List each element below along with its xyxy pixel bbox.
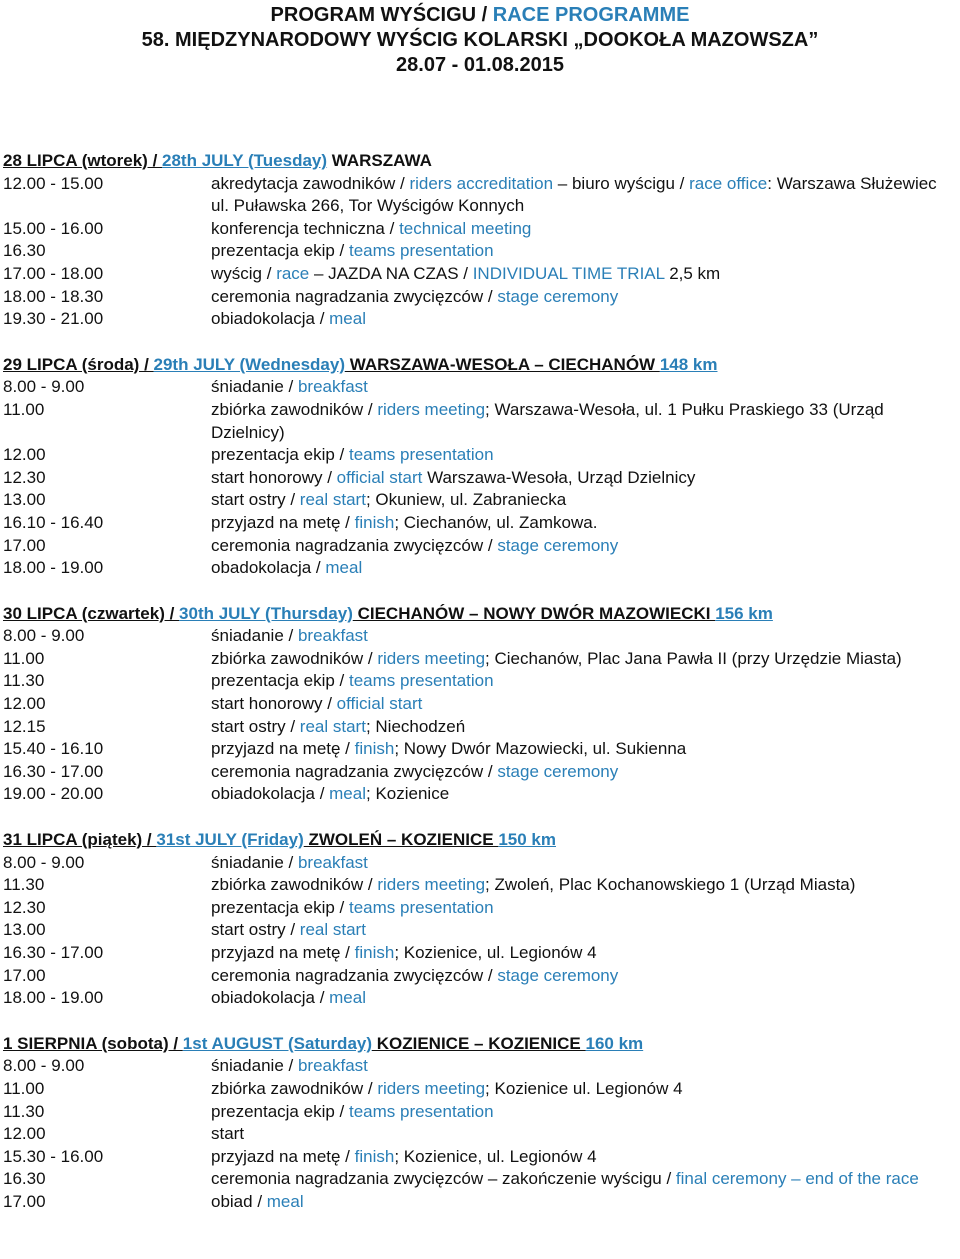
schedule-description — [211, 648, 960, 671]
day-heading-segment: 148 km — [659, 354, 718, 374]
polish-text: obiadokolacja / — [211, 988, 330, 1008]
schedule-time: 11.30 — [3, 875, 45, 895]
polish-text: śniadanie / — [211, 626, 298, 646]
schedule-time: 11.00 — [3, 399, 45, 419]
schedule-description — [211, 376, 960, 399]
schedule-row — [0, 1078, 960, 1101]
polish-text: ; Ciechanów, ul. Zamkowa. — [394, 512, 598, 532]
schedule-time: 17.00 — [3, 1191, 46, 1211]
day-heading-segment: ZWOLEŃ – KOZIENICE — [303, 830, 499, 850]
schedule-row — [0, 535, 960, 558]
day-heading — [0, 354, 960, 377]
header-title — [0, 3, 960, 28]
polish-text: wyścig / — [211, 263, 277, 283]
day-heading-segment: 28 LIPCA (wtorek) / — [3, 151, 163, 170]
polish-text: – JAZDA NA CZAS / — [309, 263, 473, 283]
schedule-row — [0, 557, 960, 580]
english-translation: riders meeting — [377, 875, 486, 895]
schedule-time: 18.00 - 19.00 — [3, 558, 104, 578]
polish-text: ceremonia nagradzania zwycięzców / — [211, 286, 498, 306]
schedule-time: 12.00 - 15.00 — [3, 173, 104, 193]
schedule-time: 17.00 — [3, 965, 46, 985]
polish-text: śniadanie / — [211, 852, 298, 872]
schedule-row — [0, 874, 960, 897]
schedule-row — [0, 1191, 960, 1214]
polish-text: ceremonia nagradzania zwycięzców / — [211, 965, 498, 985]
schedule-time: 8.00 - 9.00 — [3, 852, 85, 872]
schedule-row — [0, 693, 960, 716]
english-translation: teams presentation — [348, 445, 494, 465]
schedule-row — [0, 218, 960, 241]
schedule-description — [211, 852, 960, 875]
schedule-row — [0, 716, 960, 739]
schedule-time: 11.30 — [3, 671, 45, 691]
schedule-row — [0, 286, 960, 309]
english-translation: teams presentation — [348, 897, 494, 917]
schedule-time: 17.00 - 18.00 — [3, 263, 104, 283]
polish-text: ceremonia nagradzania zwycięzców / — [211, 761, 498, 781]
schedule-row — [0, 648, 960, 671]
schedule-time: 19.00 - 20.00 — [3, 784, 104, 804]
schedule-description — [211, 874, 960, 897]
schedule-time: 8.00 - 9.00 — [3, 1056, 85, 1076]
english-translation: finish — [354, 739, 395, 759]
polish-text: przyjazd na metę / — [211, 739, 355, 759]
schedule-time: 12.15 — [3, 716, 46, 736]
schedule-time: 15.40 - 16.10 — [3, 739, 104, 759]
schedule-row — [0, 897, 960, 920]
schedule-time: 16.30 - 17.00 — [3, 761, 104, 781]
schedule-description — [211, 942, 960, 965]
day-heading-segment: WARSZAWA-WESOŁA – CIECHANÓW — [345, 354, 660, 374]
english-translation: stage ceremony — [497, 965, 619, 985]
english-translation: stage ceremony — [497, 761, 619, 781]
english-translation: finish — [354, 512, 395, 532]
schedule-row — [0, 444, 960, 467]
english-translation: finish — [354, 1146, 395, 1166]
day-heading — [0, 603, 960, 626]
schedule-description — [211, 535, 960, 558]
schedule-row — [0, 1146, 960, 1169]
english-translation: teams presentation — [348, 1101, 494, 1121]
day-heading-segment: 1 SIERPNIA (sobota) / — [3, 1033, 183, 1053]
document-header — [0, 3, 960, 78]
schedule-time: 19.30 - 21.00 — [3, 309, 104, 329]
english-translation: race office — [689, 173, 768, 193]
polish-text: ; Kozienice — [366, 784, 450, 804]
schedule-row — [0, 512, 960, 535]
schedule-description — [211, 1146, 960, 1169]
schedule-time: 11.00 — [3, 648, 45, 668]
english-translation: riders meeting — [377, 399, 486, 419]
day-section — [0, 603, 960, 806]
schedule-time: 15.30 - 16.00 — [3, 1146, 104, 1166]
polish-text: start ostry / — [211, 920, 300, 940]
schedule-row — [0, 1055, 960, 1078]
schedule-time: 12.30 — [3, 897, 46, 917]
schedule-time: 12.00 — [3, 1124, 46, 1144]
day-heading-segment: 31st JULY (Friday) — [156, 830, 304, 850]
english-translation: real start — [299, 716, 366, 736]
schedule-row — [0, 919, 960, 942]
schedule-description — [211, 738, 960, 761]
polish-text: ceremonia nagradzania zwycięzców / — [211, 535, 498, 555]
schedule-time: 16.10 - 16.40 — [3, 512, 104, 532]
polish-text: prezentacja ekip / — [211, 897, 349, 917]
day-section — [0, 354, 960, 580]
day-heading-segment: 29th JULY (Wednesday) — [153, 354, 345, 374]
day-heading-segment: 150 km — [498, 830, 556, 850]
schedule-description — [211, 489, 960, 512]
english-translation: stage ceremony — [497, 535, 619, 555]
schedule-row — [0, 399, 960, 444]
day-heading-segment: CIECHANÓW – NOWY DWÓR MAZOWIECKI — [352, 603, 716, 623]
english-translation: official start — [336, 467, 423, 487]
polish-text: ; Kozienice, ul. Legionów 4 — [394, 1146, 597, 1166]
english-translation: breakfast — [297, 626, 368, 646]
english-translation: real start — [299, 490, 366, 510]
schedule-row — [0, 1101, 960, 1124]
schedule-description — [211, 1123, 960, 1146]
english-translation: breakfast — [297, 377, 368, 397]
polish-text: ; Ciechanów, Plac Jana Pawła II (przy Urzędzie Miasta) — [485, 648, 902, 668]
header-title-pl: PROGRAM WYŚCIGU / — [270, 4, 493, 26]
schedule-row — [0, 308, 960, 331]
polish-text: przyjazd na metę / — [211, 943, 355, 962]
schedule-description — [211, 1101, 960, 1124]
schedule-description — [211, 218, 960, 241]
day-heading-segment: WARSZAWA — [327, 151, 432, 170]
schedule-description — [211, 512, 960, 535]
day-heading-segment: 30th JULY (Thursday) — [179, 603, 353, 623]
english-translation: meal — [329, 988, 366, 1008]
schedule-description — [211, 1191, 960, 1214]
schedule-time: 12.30 — [3, 467, 46, 487]
polish-text: ; Kozienice, ul. Legionów 4 — [394, 943, 597, 962]
schedule-row — [0, 670, 960, 693]
day-heading-segment: 31 LIPCA (piątek) / — [3, 830, 157, 850]
polish-text: start — [211, 1124, 245, 1144]
schedule-row — [0, 467, 960, 490]
schedule-time: 15.00 - 16.00 — [3, 218, 104, 238]
polish-text: ; Niechodzeń — [365, 716, 466, 736]
english-translation: meal — [325, 558, 363, 578]
polish-text: przyjazd na metę / — [211, 1146, 355, 1166]
english-translation: riders accreditation — [409, 173, 554, 193]
schedule-time: 8.00 - 9.00 — [3, 626, 85, 646]
schedule-description — [211, 625, 960, 648]
english-translation: finish — [354, 943, 395, 962]
day-heading — [0, 150, 960, 173]
polish-text: konferencja techniczna / — [211, 218, 400, 238]
english-translation: race — [276, 263, 310, 283]
schedule-row — [0, 625, 960, 648]
schedule-description — [211, 173, 960, 218]
day-heading-segment: 1st AUGUST (Saturday) — [182, 1033, 373, 1053]
schedule-description — [211, 557, 960, 580]
polish-text: ; Zwoleń, Plac Kochanowskiego 1 (Urząd Miasta) — [485, 875, 856, 895]
schedule-time: 13.00 — [3, 920, 46, 940]
polish-text: start honorowy / — [211, 467, 337, 487]
schedule-time: 12.00 — [3, 445, 46, 465]
schedule-description — [211, 1055, 960, 1078]
english-translation: meal — [329, 784, 366, 804]
schedule-days — [0, 150, 960, 1237]
polish-text: ; Nowy Dwór Mazowiecki, ul. Sukienna — [394, 739, 687, 759]
polish-text: prezentacja ekip / — [211, 1101, 349, 1121]
polish-text: obiadokolacja / — [211, 309, 330, 329]
schedule-row — [0, 376, 960, 399]
schedule-description — [211, 919, 960, 942]
polish-text: obiad / — [211, 1191, 267, 1211]
schedule-time: 18.00 - 19.00 — [3, 988, 104, 1008]
schedule-time: 11.00 — [3, 1078, 45, 1098]
schedule-row — [0, 173, 960, 218]
polish-text: – biuro wyścigu / — [553, 173, 690, 193]
english-translation: INDIVIDUAL TIME TRIAL — [472, 263, 665, 283]
polish-text: przyjazd na metę / — [211, 512, 355, 532]
schedule-description — [211, 761, 960, 784]
schedule-row — [0, 965, 960, 988]
polish-text: prezentacja ekip / — [211, 445, 349, 465]
polish-text: ; Warszawa-Wesoła, ul. 1 Pułku Praskiego 33 (Urząd Dzielnicy) — [211, 399, 884, 442]
day-section — [0, 1033, 960, 1214]
polish-text: ; Kozienice ul. Legionów 4 — [485, 1078, 683, 1098]
schedule-time: 16.30 — [3, 241, 46, 261]
schedule-description — [211, 263, 960, 286]
english-translation: breakfast — [297, 1056, 368, 1076]
schedule-description — [211, 286, 960, 309]
polish-text: obiadokolacja / — [211, 784, 330, 804]
schedule-description — [211, 1078, 960, 1101]
english-translation: riders meeting — [377, 648, 486, 668]
polish-text: Warszawa-Wesoła, Urząd Dzielnicy — [422, 467, 696, 487]
schedule-description — [211, 444, 960, 467]
day-heading — [0, 1033, 960, 1056]
header-dates: 28.07 - 01.08.2015 — [396, 54, 564, 76]
polish-text: : Warszawa Służewiec ul. Puławska 266, Tor Wyścigów Konnych — [211, 173, 937, 216]
polish-text: ; Okuniew, ul. Zabraniecka — [365, 490, 567, 510]
day-heading-segment: KOZIENICE – KOZIENICE — [372, 1033, 586, 1053]
polish-text: śniadanie / — [211, 377, 298, 397]
polish-text: zbiórka zawodników / — [211, 399, 378, 419]
english-translation: meal — [329, 309, 366, 329]
english-translation: meal — [266, 1191, 304, 1211]
schedule-time: 11.30 — [3, 1101, 45, 1121]
schedule-row — [0, 263, 960, 286]
english-translation: riders meeting — [377, 1078, 486, 1098]
schedule-description — [211, 308, 960, 331]
polish-text: zbiórka zawodników / — [211, 875, 378, 895]
schedule-description — [211, 399, 960, 444]
schedule-row — [0, 1123, 960, 1146]
day-heading-segment: 156 km — [715, 603, 773, 623]
day-heading-segment: 29 LIPCA (środa) / — [3, 354, 154, 374]
day-section — [0, 150, 960, 331]
schedule-time: 12.00 — [3, 694, 46, 714]
english-translation: real start — [299, 920, 366, 940]
day-heading-segment: 160 km — [585, 1033, 644, 1053]
header-title-en: RACE PROGRAMME — [492, 4, 690, 26]
schedule-row — [0, 489, 960, 512]
english-translation: official start — [336, 694, 423, 714]
polish-text: zbiórka zawodników / — [211, 1078, 378, 1098]
schedule-time: 16.30 - 17.00 — [3, 943, 104, 962]
schedule-row — [0, 942, 960, 965]
schedule-row — [0, 1168, 960, 1191]
schedule-description — [211, 240, 960, 263]
polish-text: start ostry / — [211, 716, 300, 736]
schedule-description — [211, 693, 960, 716]
schedule-time: 17.00 — [3, 535, 46, 555]
polish-text: 2,5 km — [664, 263, 721, 283]
schedule-row — [0, 240, 960, 263]
polish-text: prezentacja ekip / — [211, 241, 349, 261]
polish-text: start honorowy / — [211, 694, 337, 714]
schedule-description — [211, 897, 960, 920]
schedule-time: 16.30 — [3, 1169, 46, 1189]
schedule-description — [211, 467, 960, 490]
schedule-row — [0, 738, 960, 761]
polish-text: obadokolacja / — [211, 558, 326, 578]
schedule-description — [211, 1168, 960, 1191]
english-translation: breakfast — [297, 852, 368, 872]
schedule-row — [0, 987, 960, 1010]
polish-text: akredytacja zawodników / — [211, 173, 410, 193]
schedule-time: 13.00 — [3, 490, 46, 510]
english-translation: final ceremony – end of the race — [675, 1169, 919, 1189]
polish-text: śniadanie / — [211, 1056, 298, 1076]
schedule-row — [0, 761, 960, 784]
schedule-row — [0, 852, 960, 875]
english-translation: teams presentation — [348, 671, 494, 691]
schedule-description — [211, 670, 960, 693]
english-translation: stage ceremony — [497, 286, 619, 306]
polish-text: start ostry / — [211, 490, 300, 510]
polish-text: zbiórka zawodników / — [211, 648, 378, 668]
day-heading — [0, 829, 960, 852]
schedule-description — [211, 783, 960, 806]
polish-text: ceremonia nagradzania zwycięzców – zakończenie wyścigu / — [211, 1169, 676, 1189]
day-heading-segment: 30 LIPCA (czwartek) / — [3, 603, 180, 623]
header-event-name: 58. MIĘDZYNARODOWY WYŚCIG KOLARSKI „DOOKOŁA MAZOWSZA” — [141, 29, 819, 51]
schedule-description — [211, 716, 960, 739]
english-translation: technical meeting — [399, 218, 532, 238]
schedule-description — [211, 965, 960, 988]
polish-text: prezentacja ekip / — [211, 671, 349, 691]
schedule-description — [211, 987, 960, 1010]
day-section — [0, 829, 960, 1010]
schedule-time: 18.00 - 18.30 — [3, 286, 104, 306]
schedule-time: 8.00 - 9.00 — [3, 377, 85, 397]
english-translation: teams presentation — [348, 241, 494, 261]
schedule-row — [0, 783, 960, 806]
day-heading-segment: 28th JULY (Tuesday) — [162, 151, 328, 170]
